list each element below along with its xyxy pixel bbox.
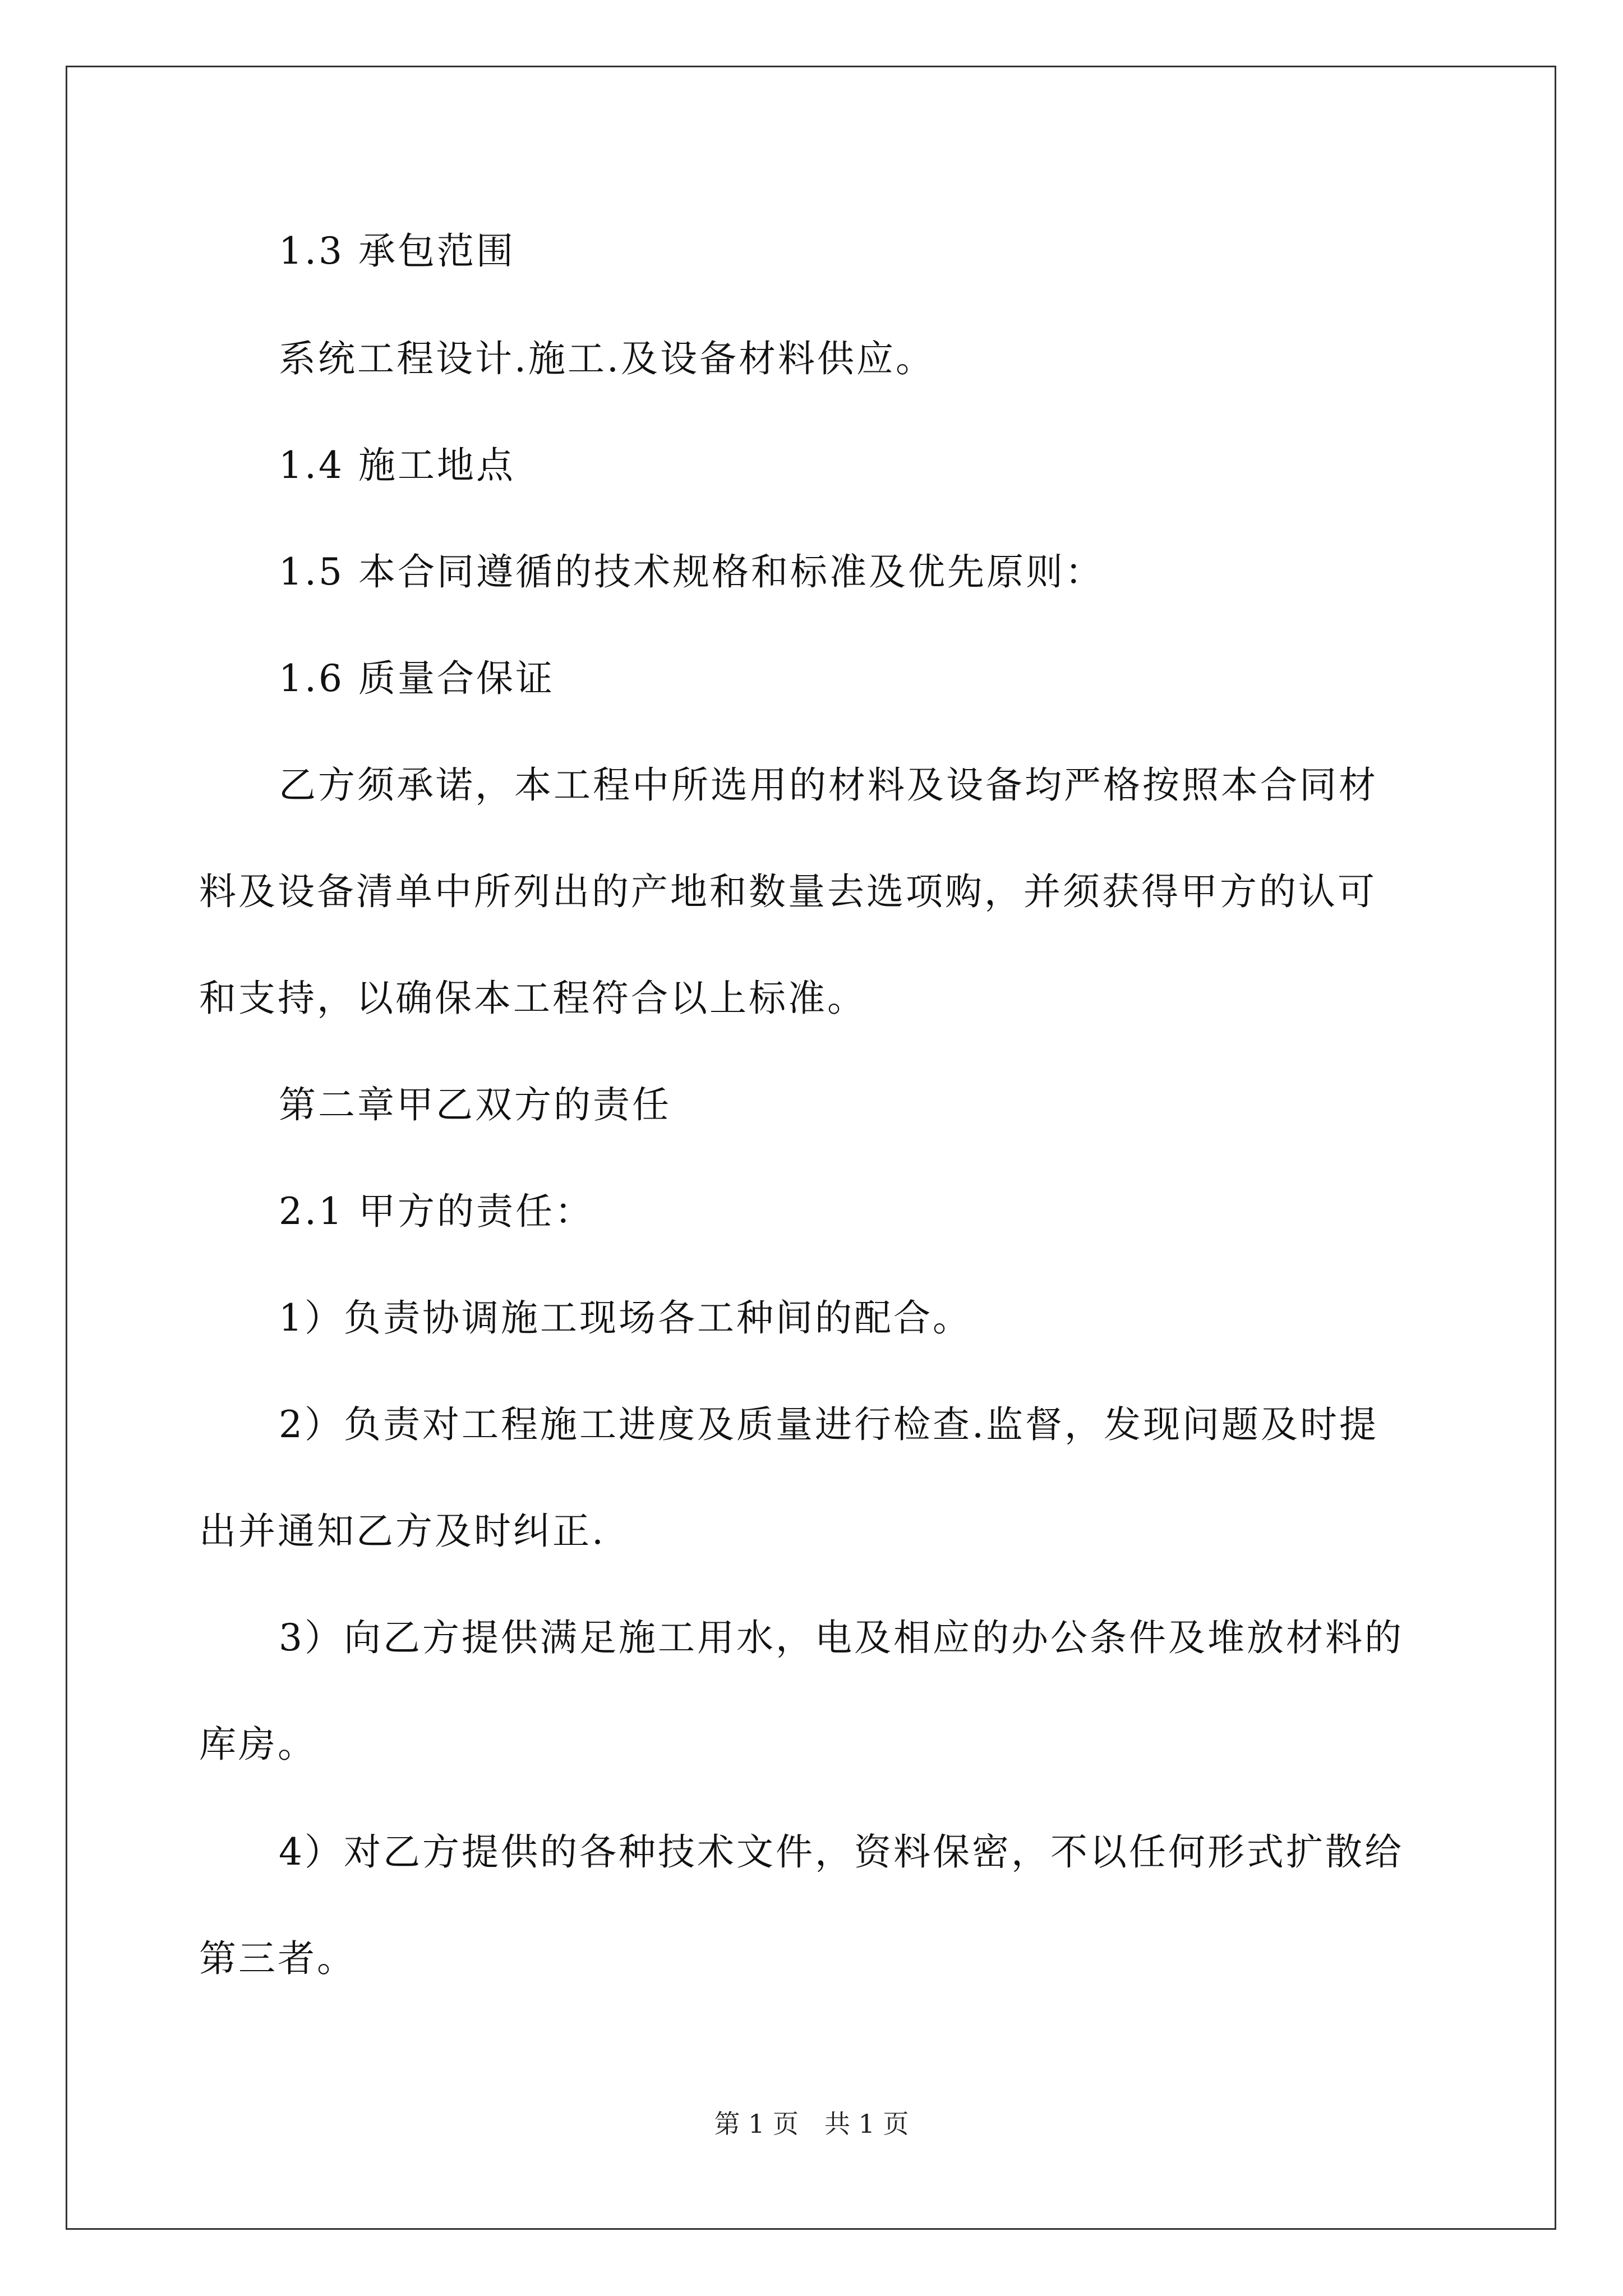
section-heading-1-6: 1.6 质量合保证 bbox=[279, 657, 555, 700]
body-text-line: 乙方须承诺，本工程中所选用的材料及设备均严格按照本合同材 bbox=[279, 763, 1378, 807]
body-text-line: 和支持，以确保本工程符合以上标准。 bbox=[199, 977, 866, 1020]
list-item-continuation: 第三者。 bbox=[199, 1937, 356, 1980]
page-number-footer: 第 1 页 共 1 页 bbox=[714, 2109, 909, 2139]
page-border bbox=[66, 66, 1556, 2230]
list-item-continuation: 出并通知乙方及时纠正. bbox=[199, 1510, 606, 1553]
section-heading-1-3: 1.3 承包范围 bbox=[279, 229, 515, 273]
body-text-line: 系统工程设计.施工.及设备材料供应。 bbox=[279, 337, 935, 380]
list-item: 4）对乙方提供的各种技术文件，资料保密，不以任何形式扩散给 bbox=[279, 1830, 1404, 1874]
list-item: 1）负责协调施工现场各工种间的配合。 bbox=[279, 1296, 972, 1340]
list-item: 3）向乙方提供满足施工用水，电及相应的办公条件及堆放材料的 bbox=[279, 1616, 1404, 1659]
section-heading-2-1: 2.1 甲方的责任： bbox=[279, 1190, 594, 1233]
list-item: 2）负责对工程施工进度及质量进行检查.监督，发现问题及时提 bbox=[279, 1403, 1378, 1446]
body-text-line: 料及设备清单中所列出的产地和数量去选项购，并须获得甲方的认可 bbox=[199, 870, 1377, 913]
section-heading-1-4: 1.4 施工地点 bbox=[279, 444, 515, 487]
chapter-heading: 第二章甲乙双方的责任 bbox=[279, 1083, 671, 1126]
section-heading-1-5: 1.5 本合同遵循的技术规格和标准及优先原则： bbox=[279, 550, 1104, 593]
list-item-continuation: 库房。 bbox=[199, 1723, 317, 1766]
